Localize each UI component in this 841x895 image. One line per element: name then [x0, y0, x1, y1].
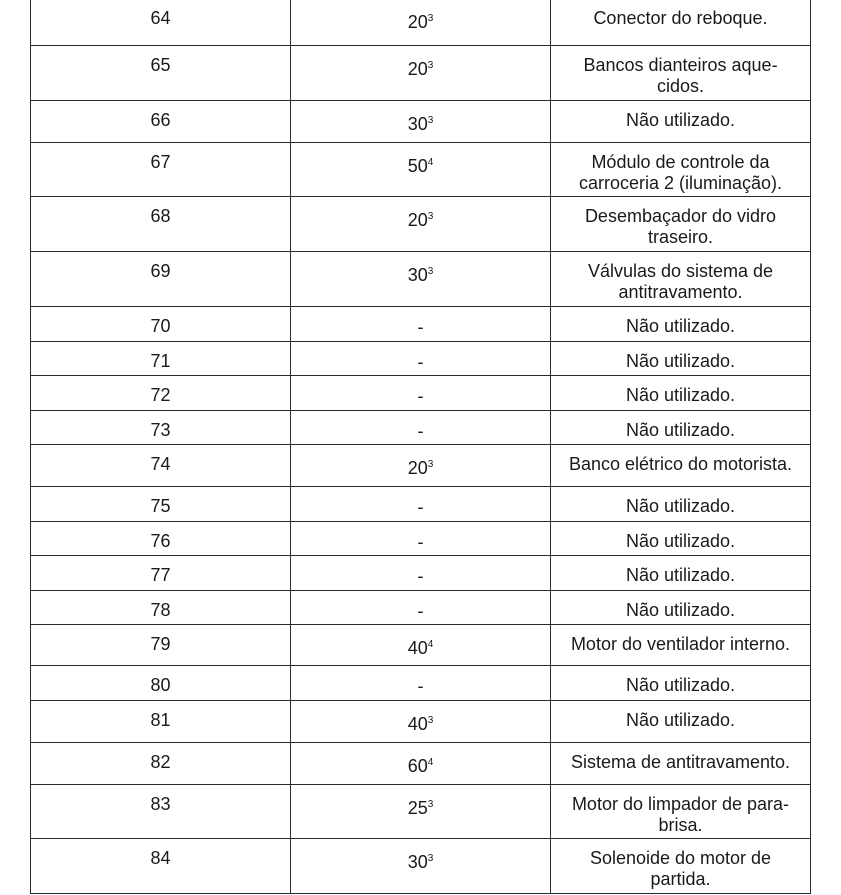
circuit-description: Não utilizado. [551, 307, 811, 342]
amperage-value: 20 [407, 210, 428, 230]
circuit-description: Motor do limpador de para- brisa. [551, 785, 811, 839]
amperage-value: - [417, 421, 424, 441]
footnote-marker: 4 [427, 757, 434, 768]
circuit-description: Banco elétrico do motorista. [551, 445, 811, 487]
amperage-value: - [417, 386, 424, 406]
amperage-value: - [417, 352, 424, 372]
fuse-amperage [291, 666, 551, 701]
fuse-number: 72 [31, 376, 291, 411]
table-row [31, 143, 811, 197]
footnote-marker: 4 [427, 157, 434, 168]
footnote-marker: 4 [427, 639, 434, 650]
fuse-number: 74 [31, 445, 291, 487]
table-row [31, 743, 811, 785]
fuse-number: 83 [31, 785, 291, 839]
circuit-description: Não utilizado. [551, 411, 811, 445]
circuit-description: Não utilizado. [551, 666, 811, 701]
table-row [31, 307, 811, 342]
fuse-amperage [291, 743, 551, 785]
footnote-marker: 3 [427, 13, 434, 24]
table-row [31, 666, 811, 701]
amperage-value: - [417, 532, 424, 552]
fuse-amperage [291, 591, 551, 625]
table-row [31, 197, 811, 252]
fuse-number: 84 [31, 839, 291, 894]
fuse-amperage [291, 487, 551, 522]
amperage-value: 50 [407, 156, 428, 176]
circuit-description: Sistema de antitravamento. [551, 743, 811, 785]
fuse-number: 65 [31, 46, 291, 101]
fuse-number: 66 [31, 101, 291, 143]
fuse-amperage [291, 411, 551, 445]
circuit-description: Não utilizado. [551, 522, 811, 556]
fuse-number: 68 [31, 197, 291, 252]
amperage-value: - [417, 566, 424, 586]
amperage-value: 30 [407, 114, 428, 134]
circuit-description: Não utilizado. [551, 487, 811, 522]
fuse-number: 81 [31, 701, 291, 743]
circuit-description: Motor do ventilador interno. [551, 625, 811, 666]
table-row [31, 46, 811, 101]
fuse-amperage [291, 376, 551, 411]
fuse-amperage [291, 197, 551, 252]
fuse-number: 70 [31, 307, 291, 342]
amperage-value: 60 [407, 756, 428, 776]
fuse-number: 75 [31, 487, 291, 522]
fuse-number: 80 [31, 666, 291, 701]
fuse-amperage [291, 143, 551, 197]
table-row [31, 701, 811, 743]
fuse-number: 67 [31, 143, 291, 197]
fuse-number: 78 [31, 591, 291, 625]
fuse-amperage [291, 625, 551, 666]
circuit-description: Não utilizado. [551, 101, 811, 143]
table-row [31, 522, 811, 556]
circuit-description: Módulo de controle da carroceria 2 (iluminação). [551, 143, 811, 197]
circuit-description: Não utilizado. [551, 342, 811, 376]
table-row [31, 487, 811, 522]
fuse-table [30, 0, 811, 894]
circuit-description: Não utilizado. [551, 376, 811, 411]
fuse-amperage [291, 46, 551, 101]
fuse-table-body [31, 0, 811, 894]
amperage-value: - [417, 676, 424, 696]
fuse-amperage [291, 785, 551, 839]
amperage-value: 40 [407, 714, 428, 734]
circuit-description: Válvulas do sistema de antitravamento. [551, 252, 811, 307]
table-row [31, 556, 811, 591]
table-row [31, 342, 811, 376]
amperage-value: 30 [407, 852, 428, 872]
table-row [31, 376, 811, 411]
amperage-value: 20 [407, 12, 428, 32]
circuit-description: Conector do reboque. [551, 0, 811, 46]
amperage-value: 30 [407, 265, 428, 285]
footnote-marker: 3 [427, 211, 434, 222]
fuse-number: 79 [31, 625, 291, 666]
fuse-amperage [291, 445, 551, 487]
circuit-description: Desembaçador do vidro traseiro. [551, 197, 811, 252]
amperage-value: - [417, 601, 424, 621]
fuse-amperage [291, 342, 551, 376]
footnote-marker: 3 [427, 459, 434, 470]
fuse-amperage [291, 307, 551, 342]
fuse-number: 76 [31, 522, 291, 556]
circuit-description: Bancos dianteiros aque- cidos. [551, 46, 811, 101]
footnote-marker: 3 [427, 853, 434, 864]
fuse-amperage [291, 0, 551, 46]
table-row [31, 411, 811, 445]
footnote-marker: 3 [427, 715, 434, 726]
fuse-amperage [291, 556, 551, 591]
table-row [31, 445, 811, 487]
fuse-number: 69 [31, 252, 291, 307]
amperage-value: 20 [407, 458, 428, 478]
table-row [31, 785, 811, 839]
footnote-marker: 3 [427, 60, 434, 71]
amperage-value: - [417, 317, 424, 337]
amperage-value: 40 [407, 638, 428, 658]
fuse-number: 82 [31, 743, 291, 785]
table-row [31, 625, 811, 666]
fuse-amperage [291, 839, 551, 894]
fuse-number: 64 [31, 0, 291, 46]
table-row [31, 252, 811, 307]
footnote-marker: 3 [427, 115, 434, 126]
circuit-description: Não utilizado. [551, 591, 811, 625]
table-row [31, 101, 811, 143]
fuse-number: 77 [31, 556, 291, 591]
table-row [31, 0, 811, 46]
amperage-value: - [417, 497, 424, 517]
fuse-amperage [291, 522, 551, 556]
fuse-number: 71 [31, 342, 291, 376]
amperage-value: 20 [407, 59, 428, 79]
circuit-description: Não utilizado. [551, 556, 811, 591]
footnote-marker: 3 [427, 266, 434, 277]
fuse-amperage [291, 701, 551, 743]
amperage-value: 25 [407, 798, 428, 818]
fuse-amperage [291, 101, 551, 143]
fuse-number: 73 [31, 411, 291, 445]
footnote-marker: 3 [427, 799, 434, 810]
table-row [31, 591, 811, 625]
circuit-description: Não utilizado. [551, 701, 811, 743]
fuse-amperage [291, 252, 551, 307]
table-row [31, 839, 811, 894]
circuit-description: Solenoide do motor de partida. [551, 839, 811, 894]
